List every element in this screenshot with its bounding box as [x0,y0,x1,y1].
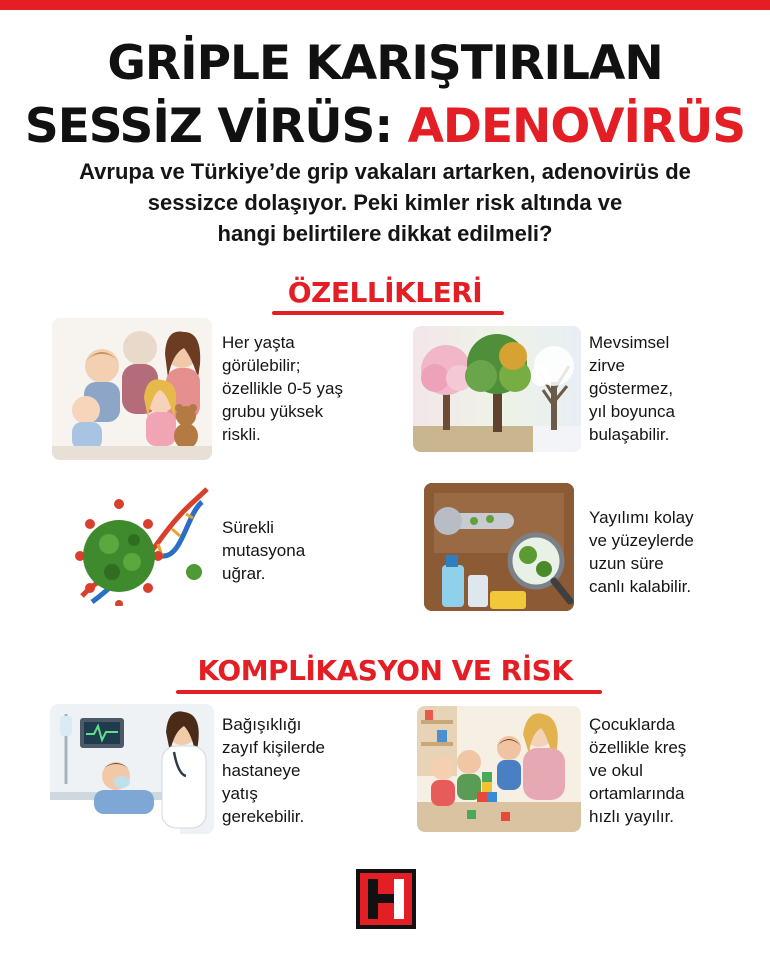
feature-text-age [222,331,343,446]
feature-line: mutasyona [222,541,306,560]
complication-line: Bağışıklığı [222,715,302,734]
top-accent-bar [0,0,770,10]
complication-line: ortamlarında [589,784,685,803]
feature-line: uğrar. [222,564,266,583]
page-title-line2 [0,99,770,154]
seasons-trees-illustration [413,326,581,452]
daycare-illustration [417,706,581,832]
feature-line: Sürekli [222,518,274,537]
feature-line: canlı kalabilir. [589,577,692,596]
feature-text-season [589,331,675,446]
subtitle-line: sessizce dolaşıyor. Peki kimler risk altında ve [147,190,623,215]
feature-line: bulaşabilir. [589,425,670,444]
complications-heading: KOMPLİKASYON VE RİSK [197,654,573,687]
complication-text-immunity [222,713,325,828]
feature-line: zirve [589,356,625,375]
feature-line: özellikle 0-5 yaş [222,379,343,398]
feature-text-mutation [222,516,305,585]
feature-line: görülebilir; [222,356,301,375]
title-red-part: ADENOVİRÜS [407,99,746,154]
feature-line: göstermez, [589,379,674,398]
subtitle-line: hangi belirtilere dikkat edilmeli? [217,221,553,246]
feature-text-surface [589,506,694,598]
complication-line: özellikle kreş [589,738,687,757]
title-black-part: SESSİZ VİRÜS: [24,99,393,154]
virus-dna-illustration [62,484,212,606]
features-heading: ÖZELLİKLERİ [287,276,483,309]
family-illustration [52,318,212,460]
complication-line: ve okul [589,761,643,780]
complication-text-daycare [589,713,686,828]
feature-line: Yayılımı kolay [589,508,694,527]
hospital-illustration [50,704,214,834]
feature-line: yıl boyunca [589,402,675,421]
page-title-line1: GRİPLE KARIŞTIRILAN [107,36,663,91]
haberturk-h-logo [356,869,416,929]
complication-line: hastaneye [222,761,301,780]
complications-underline [176,690,602,694]
feature-line: grubu yüksek [222,402,324,421]
complication-line: gerekebilir. [222,807,305,826]
complication-line: Çocuklarda [589,715,675,734]
subtitle-line: Avrupa ve Türkiye’de grip vakaları artarken, adenovirüs de [79,159,691,184]
feature-line: uzun süre [589,554,664,573]
feature-line: Her yaşta [222,333,295,352]
features-underline [272,311,504,315]
feature-line: riskli. [222,425,261,444]
complication-line: hızlı yayılır. [589,807,675,826]
complication-line: yatış [222,784,258,803]
feature-line: ve yüzeylerde [589,531,694,550]
subtitle [30,156,740,249]
surface-virus-illustration [424,483,574,611]
complication-line: zayıf kişilerde [222,738,325,757]
feature-line: Mevsimsel [589,333,670,352]
